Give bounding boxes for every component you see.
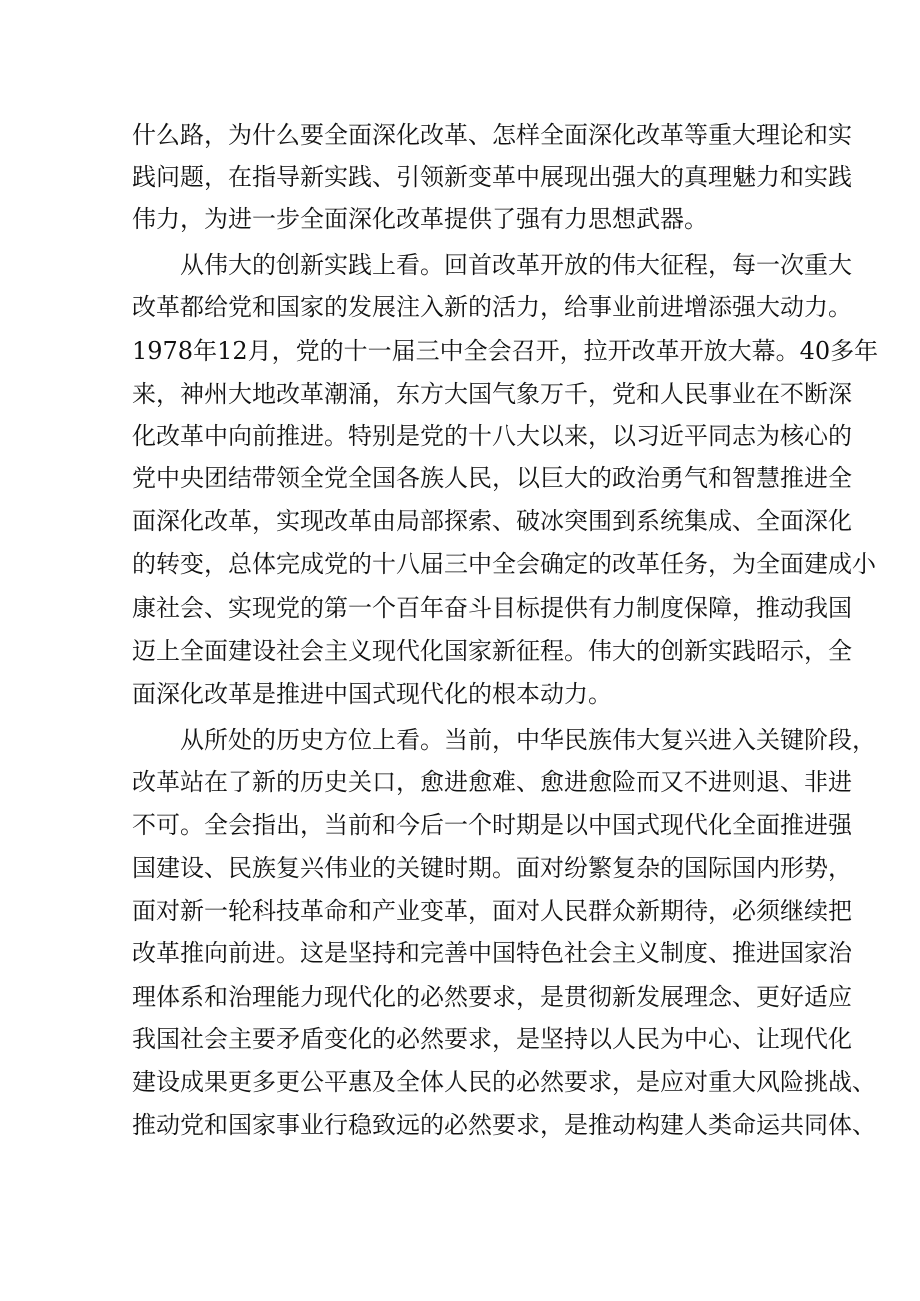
line-text: 什么路，为什么要全面深化改革、怎样全面深化改革等重大理论和实: [132, 121, 852, 149]
paragraph-3-line-5: [0, 891, 920, 931]
line-text: 党中央团结带领全党全国各族人民，以巨大的政治勇气和智慧推进全: [132, 464, 852, 492]
line-text: 面对新一轮科技革命和产业变革，面对人民群众新期待，必须继续把: [132, 897, 852, 925]
paragraph-2-line-6: [0, 458, 920, 498]
paragraph-3-line-8: [0, 1019, 920, 1059]
paragraph-2-line-10: [0, 631, 920, 671]
line-text: 来，神州大地改革潮涌，东方大国气象万千，党和人民事业在不断深: [132, 380, 852, 408]
line-text: 康社会、实现党的第一个百年奋斗目标提供有力制度保障，推动我国: [132, 594, 852, 622]
paragraph-3-line-6: [0, 933, 920, 973]
paragraph-3-line-2: [0, 762, 920, 802]
paragraph-3-line-1: [0, 720, 920, 760]
line-text: 建设成果更多更公平惠及全体人民的必然要求，是应对重大风险挑战、: [132, 1068, 876, 1096]
line-text: 的转变，总体完成党的十八届三中全会确定的改革任务，为全面建成小: [132, 550, 876, 578]
line-text: 从所处的历史方位上看。当前，中华民族伟大复兴进入关键阶段，: [180, 726, 876, 754]
paragraph-1-line-3: [0, 199, 920, 239]
paragraph-3-line-9: [0, 1062, 920, 1102]
paragraph-2-line-11: [0, 674, 920, 714]
paragraph-1-line-2: [0, 157, 920, 197]
line-text: 国建设、民族复兴伟业的关键时期。面对纷繁复杂的国际国内形势，: [132, 854, 852, 882]
line-text: 1978年12月，党的十一届三中全会召开，拉开改革开放大幕。40多年: [132, 337, 879, 365]
line-text: 面深化改革是推进中国式现代化的根本动力。: [132, 680, 612, 708]
paragraph-2-line-4: [0, 374, 920, 414]
line-text: 不可。全会指出，当前和今后一个时期是以中国式现代化全面推进强: [132, 811, 852, 839]
paragraph-1-line-1: [0, 115, 920, 155]
line-text: 化改革中向前推进。特别是党的十八大以来，以习近平同志为核心的: [132, 422, 852, 450]
paragraph-2-line-5: [0, 416, 920, 456]
line-text: 改革都给党和国家的发展注入新的活力，给事业前进增添强大动力。: [132, 293, 852, 321]
paragraph-3-line-4: [0, 848, 920, 888]
line-text: 践问题，在指导新实践、引领新变革中展现出强大的真理魅力和实践: [132, 163, 852, 191]
line-text: 理体系和治理能力现代化的必然要求，是贯彻新发展理念、更好适应: [132, 983, 852, 1011]
line-text: 从伟大的创新实践上看。回首改革开放的伟大征程，每一次重大: [180, 251, 852, 279]
line-text: 伟力，为进一步全面深化改革提供了强有力思想武器。: [132, 205, 708, 233]
line-text: 改革推向前进。这是坚持和完善中国特色社会主义制度、推进国家治: [132, 939, 852, 967]
paragraph-2-line-2: [0, 287, 920, 327]
line-text: 改革站在了新的历史关口，愈进愈难、愈进愈险而又不进则退、非进: [132, 768, 852, 796]
paragraph-2-line-9: [0, 588, 920, 628]
paragraph-3-line-3: [0, 805, 920, 845]
paragraph-3-line-7: [0, 977, 920, 1017]
paragraph-2-line-1: [0, 245, 920, 285]
line-text: 迈上全面建设社会主义现代化国家新征程。伟大的创新实践昭示，全: [132, 637, 852, 665]
line-text: 我国社会主要矛盾变化的必然要求，是坚持以人民为中心、让现代化: [132, 1025, 852, 1053]
paragraph-3-line-10: [0, 1105, 920, 1145]
paragraph-2-line-7: [0, 501, 920, 541]
line-text: 面深化改革，实现改革由局部探索、破冰突围到系统集成、全面深化: [132, 507, 852, 535]
paragraph-2-line-8: [0, 544, 920, 584]
line-text: 推动党和国家事业行稳致远的必然要求，是推动构建人类命运共同体、: [132, 1111, 876, 1139]
paragraph-2-line-3: [0, 331, 920, 371]
